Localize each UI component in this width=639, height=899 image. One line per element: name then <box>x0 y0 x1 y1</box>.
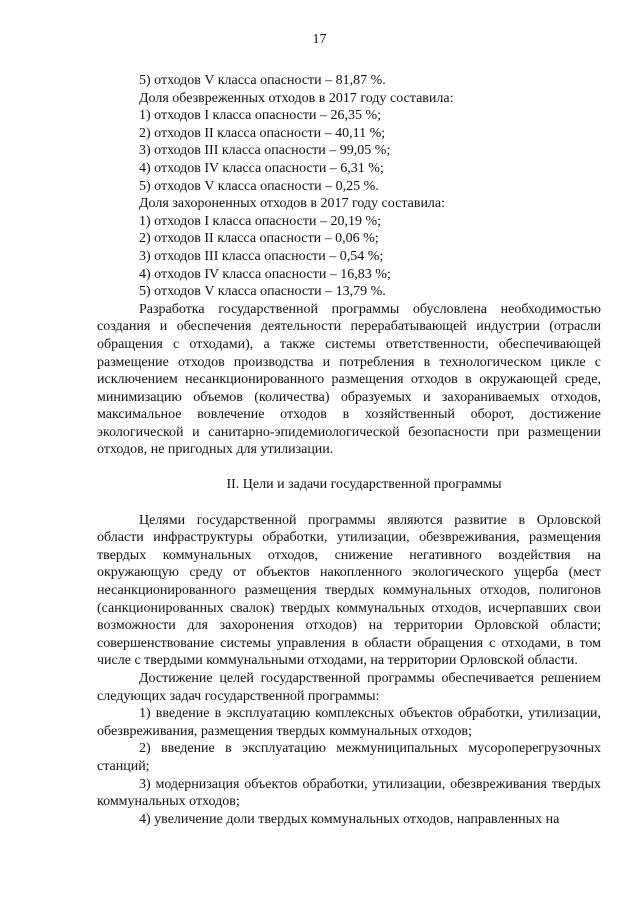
paragraph-goals: Целями государственной программы являются развитие в Орловской области инфраструктуры обработки, утилизации, обезвреживания, размещения твердых коммунальных отходов, снижение негативного воздействия на окружающую среду от объектов накопленного экологического ущерба (мест несанкционированного размещения твердых коммунальных отходов, полигонов (санкционированных свалок) твердых коммунальных отходов, исчерпавших свои возможности для захоронения отходов) на территории Орловской области; совершенствование системы управления в области обращения с отходами, в том числе с твердыми коммунальными отходами, на территории Орловской области. <box>97 512 601 669</box>
list-heading-neutralized: Доля обезвреженных отходов в 2017 году составила: <box>139 90 454 106</box>
task-item: 1) введение в эксплуатацию комплексных объектов обработки, утилизации, обезвреживания, размещения твердых коммунальных отходов; <box>97 706 601 739</box>
list-item: 3) отходов III класса опасности – 99,05 %; <box>139 143 391 159</box>
list-item: 2) отходов II класса опасности – 0,06 %; <box>139 231 379 247</box>
task-item: 4) увеличение доли твердых коммунальных отходов, направленных на <box>139 811 560 827</box>
task-item: 3) модернизация объектов обработки, утилизации, обезвреживания твердых коммунальных отходов; <box>97 776 601 810</box>
task-item: 2) введение в эксплуатацию межмуниципальных мусороперегрузочных станций; <box>97 741 601 774</box>
list-item: 4) отходов IV класса опасности – 6,31 %; <box>139 160 384 176</box>
list-item: 5) отходов V класса опасности – 13,79 %. <box>139 284 386 300</box>
list-item: 5) отходов V класса опасности – 81,87 %. <box>139 73 386 88</box>
list-item: 3) отходов III класса опасности – 0,54 %; <box>139 248 384 264</box>
list-item: 1) отходов I класса опасности – 26,35 %; <box>139 108 382 124</box>
paragraph-achievement: Достижение целей государственной программы обеспечивается решением следующих задач государственной программы: <box>97 671 601 704</box>
section-heading: II. Цели и задачи государственной программы <box>226 477 502 493</box>
list-item: 1) отходов I класса опасности – 20,19 %; <box>139 213 382 229</box>
list-heading-buried: Доля захороненных отходов в 2017 году составила: <box>139 196 446 212</box>
list-item: 5) отходов V класса опасности – 0,25 %. <box>139 178 379 194</box>
list-item: 4) отходов IV класса опасности – 16,83 %; <box>139 266 391 282</box>
document-body <box>97 72 601 828</box>
paragraph-program-development: Разработка государственной программы обусловлена необходимостью создания и обеспечения деятельности перерабатывающей индустрии (отрасли обращения с отходами), а также системы ответственности, обеспечивающей размещение отходов производства и потребления в технологическом цикле с исключением несанкционированного размещения отходов в окружающей среде, минимизацию объемов (количества) образуемых и захораниваемых отходов, максимальное вовлечение отходов в хозяйственный оборот, достижение экологической и санитарно-эпидемиологической безопасности при размещении отходов, не пригодных для утилизации. <box>97 301 601 458</box>
page-number: 17 <box>312 32 327 47</box>
list-item: 2) отходов II класса опасности – 40,11 %; <box>139 125 386 141</box>
